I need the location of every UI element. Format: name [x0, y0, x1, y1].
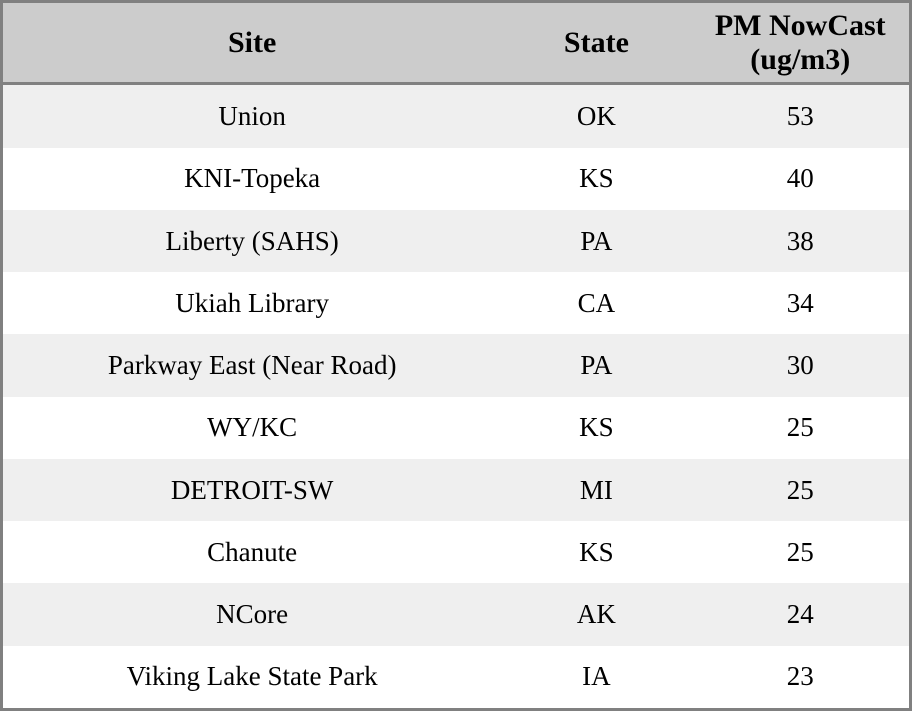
table-row: [3, 521, 909, 583]
cell-site: WY/KC: [3, 397, 501, 459]
cell-state: PA: [501, 334, 691, 396]
cell-site: Parkway East (Near Road): [3, 334, 501, 396]
cell-state: PA: [501, 210, 691, 272]
table-row: [3, 148, 909, 210]
table-row: [3, 583, 909, 645]
table-row: [3, 210, 909, 272]
cell-value: 25: [692, 521, 909, 583]
cell-value: 34: [692, 272, 909, 334]
header-row: [3, 3, 909, 84]
cell-site: NCore: [3, 583, 501, 645]
cell-site: Ukiah Library: [3, 272, 501, 334]
cell-state: KS: [501, 521, 691, 583]
column-header-state: State: [501, 3, 691, 84]
cell-value: 25: [692, 459, 909, 521]
cell-state: CA: [501, 272, 691, 334]
cell-site: KNI-Topeka: [3, 148, 501, 210]
cell-value: 38: [692, 210, 909, 272]
table-body: [3, 84, 909, 708]
table-row: [3, 397, 909, 459]
cell-state: IA: [501, 646, 691, 708]
cell-value: 30: [692, 334, 909, 396]
cell-value: 25: [692, 397, 909, 459]
table-row: [3, 459, 909, 521]
cell-value: 53: [692, 84, 909, 148]
column-header-pm-nowcast: PM NowCast (ug/m3): [692, 3, 909, 84]
cell-site: Liberty (SAHS): [3, 210, 501, 272]
table-row: [3, 272, 909, 334]
cell-site: Chanute: [3, 521, 501, 583]
cell-state: KS: [501, 148, 691, 210]
cell-value: 23: [692, 646, 909, 708]
cell-value: 40: [692, 148, 909, 210]
cell-site: Viking Lake State Park: [3, 646, 501, 708]
cell-state: KS: [501, 397, 691, 459]
table-header: [3, 3, 909, 84]
cell-state: OK: [501, 84, 691, 148]
column-header-site: Site: [3, 3, 501, 84]
table-row: [3, 334, 909, 396]
table-row: [3, 84, 909, 148]
cell-site: DETROIT-SW: [3, 459, 501, 521]
cell-state: MI: [501, 459, 691, 521]
table-row: [3, 646, 909, 708]
cell-state: AK: [501, 583, 691, 645]
cell-site: Union: [3, 84, 501, 148]
cell-value: 24: [692, 583, 909, 645]
air-quality-table: [3, 3, 909, 708]
